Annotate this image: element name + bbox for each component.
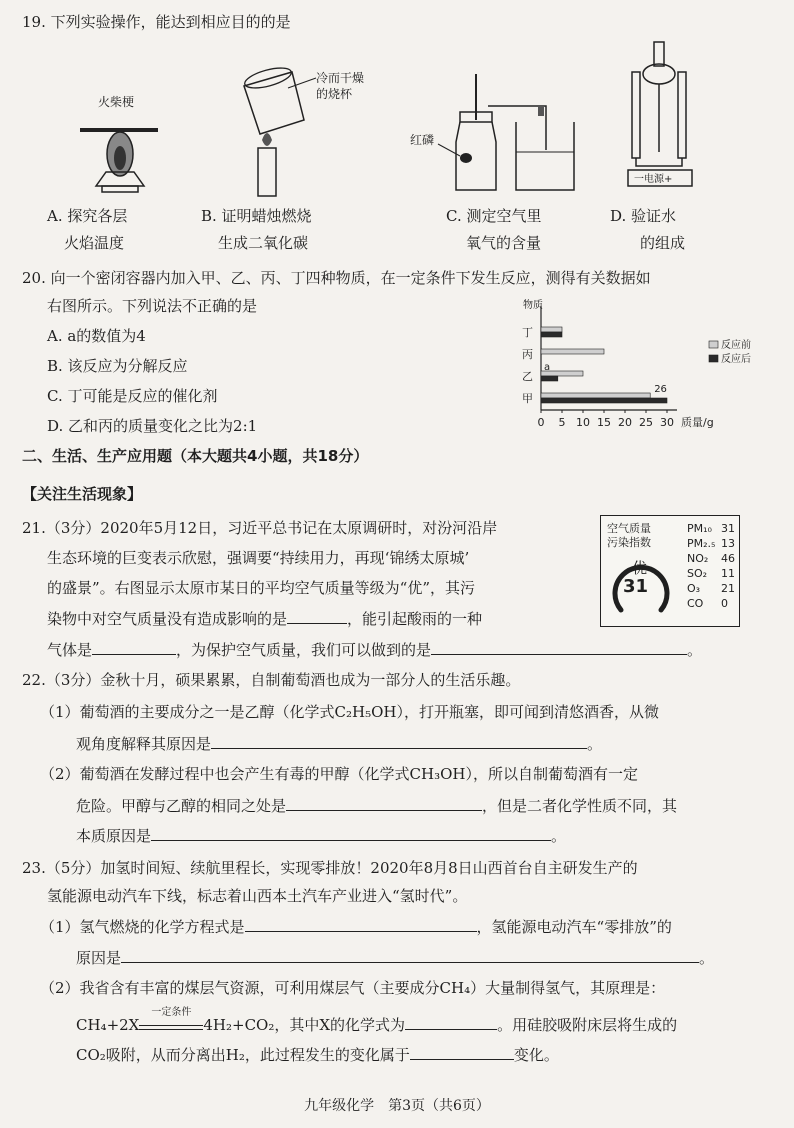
q21-line5-text-a: 气体是 xyxy=(47,641,93,659)
category-label: 丙 xyxy=(522,348,533,361)
aq-title-2: 污染指数 xyxy=(607,536,651,549)
aq-pollutant-value: 13 xyxy=(721,537,735,550)
aq-grade: 优 xyxy=(632,559,648,577)
q23-p1-line2 xyxy=(76,947,714,968)
label-phosphorus: 红磷 xyxy=(410,133,435,147)
aq-pollutant-name: CO xyxy=(687,597,704,610)
q23-p2-text-c: CO₂吸附，从而分离出H₂，此过程发生的变化属于 xyxy=(76,1046,410,1064)
q22-p1-text: 观角度解释其原因是 xyxy=(76,735,212,753)
q21-line3: 的盛景”。右图显示太原市某日的平均空气质量等级为“优”，其污 xyxy=(47,579,476,597)
q19-stem: 19. 下列实验操作，能达到相应目的的是 xyxy=(22,13,291,31)
category-label: 乙 xyxy=(522,370,533,383)
x-tick-label: 5 xyxy=(558,416,566,429)
aq-pollutant-name: PM₂.₅ xyxy=(687,537,716,550)
aq-pollutant-name: PM₁₀ xyxy=(687,522,712,535)
q21-blank-2[interactable] xyxy=(92,639,176,655)
q22-line1: 22.（3分）金秋十月，硕果累累，自制葡萄酒也成为一部分人的生活乐趣。 xyxy=(22,671,521,689)
bar xyxy=(541,376,558,381)
q22-blank-3[interactable] xyxy=(151,825,551,841)
q23-p1-text-c: 原因是 xyxy=(76,949,122,967)
equation-tail: 。用硅胶吸附床层将生成的 xyxy=(497,1016,678,1034)
aq-pollutant-name: NO₂ xyxy=(687,552,709,565)
aq-pollutant-value: 21 xyxy=(721,582,735,595)
q21-blank-3[interactable] xyxy=(431,639,687,655)
aq-pollutant-value: 11 xyxy=(721,567,735,580)
figure-a-flame-match xyxy=(78,88,188,198)
category-label: 甲 xyxy=(522,392,533,405)
q20-option-c: C. 丁可能是反应的催化剂 xyxy=(47,387,218,405)
air-quality-panel xyxy=(600,515,740,627)
bar xyxy=(541,327,562,332)
section2-tag: 【关注生活现象】 xyxy=(22,485,143,503)
bar xyxy=(541,349,604,354)
q23-blank-3[interactable] xyxy=(405,1014,497,1030)
figure-c-phosphorus-apparatus xyxy=(398,72,578,196)
q20-stem-line2: 右图所示。下列说法不正确的是 xyxy=(47,297,258,315)
q22-p2-text-a: 危险。甲醇与乙醇的相同之处是 xyxy=(76,797,287,815)
q22-p2-text-b: ，但是二者化学性质不同，其 xyxy=(482,797,678,815)
q22-p1-line2 xyxy=(76,733,602,754)
q21-line4-text-b: ，能引起酸雨的一种 xyxy=(347,610,483,628)
x-tick-label: 20 xyxy=(618,416,632,429)
q22-p2-line2 xyxy=(76,795,677,816)
aq-value: 31 xyxy=(623,576,649,597)
page-footer: 九年级化学 第3页（共6页） xyxy=(304,1098,490,1114)
q22-blank-2[interactable] xyxy=(286,795,482,811)
x-tick-label: 15 xyxy=(597,416,611,429)
legend-swatch xyxy=(709,355,718,362)
q23-blank-2[interactable] xyxy=(121,947,699,963)
aq-pollutant-name: O₃ xyxy=(687,582,701,595)
x-tick-label: 30 xyxy=(660,416,674,429)
bar xyxy=(541,398,667,403)
q21-line5-text-b: ，为保护空气质量，我们可以做到的是 xyxy=(176,641,432,659)
category-label: 丁 xyxy=(522,326,533,339)
q22-p1-end: 。 xyxy=(587,735,603,753)
q20-option-d: D. 乙和丙的质量变化之比为2:1 xyxy=(47,417,258,435)
legend-swatch xyxy=(709,341,718,348)
q21-blank-1[interactable] xyxy=(287,608,347,624)
q23-p2-line3 xyxy=(76,1044,559,1065)
q22-p2-line3 xyxy=(76,825,566,846)
x-tick-label: 0 xyxy=(537,416,545,429)
figure-b-candle-beaker xyxy=(232,48,392,198)
label-beaker: 冷而干燥 xyxy=(316,71,365,85)
q23-p1-end: 。 xyxy=(699,949,715,967)
q19-option-c-1: C. 测定空气里 xyxy=(446,207,542,225)
equation-condition: 一定条件 xyxy=(151,1007,192,1018)
q19-option-a-1: A. 探究各层 xyxy=(47,207,128,225)
aq-title-1: 空气质量 xyxy=(607,522,651,535)
q21-line2: 生态环境的巨变表示欣慰，强调要“持续用力，再现‘锦绣太原城’ xyxy=(47,549,470,567)
legend-label: 反应前 xyxy=(721,340,751,351)
q22-p2-text-c: 本质原因是 xyxy=(76,827,152,845)
aq-pollutant-value: 46 xyxy=(721,552,735,565)
label-power: 一电源+ xyxy=(634,174,673,185)
q19-option-a-2: 火焰温度 xyxy=(64,234,125,252)
q21-line5 xyxy=(47,639,702,660)
legend-label: 反应后 xyxy=(721,354,751,365)
bar-annotation: a xyxy=(544,362,551,373)
bar xyxy=(541,393,650,398)
q21-line4 xyxy=(47,608,482,629)
q21-line5-text-c: 。 xyxy=(687,641,703,659)
bar-annotation: 26 xyxy=(654,384,667,395)
q22-p1-line1: （1）葡萄酒的主要成分之一是乙醇（化学式C₂H₅OH），打开瓶塞，即可闻到清悠酒香，从微 xyxy=(40,703,660,721)
q20-stem-line1: 20. 向一个密闭容器内加入甲、乙、丙、丁四种物质，在一定条件下发生反应，测得有关数据如 xyxy=(22,269,651,287)
q21-line4-text-a: 染物中对空气质量没有造成影响的是 xyxy=(47,610,288,628)
q19-option-c-2: 氧气的含量 xyxy=(466,234,542,252)
aq-pollutant-name: SO₂ xyxy=(687,567,708,580)
q23-equation xyxy=(76,1007,678,1035)
q19-option-b-2: 生成二氧化碳 xyxy=(218,234,309,252)
label-beaker-2: 的烧杯 xyxy=(316,87,353,101)
q19-option-d-1: D. 验证水 xyxy=(610,207,677,225)
q23-p1-line1 xyxy=(40,916,672,937)
bar xyxy=(541,332,562,337)
q21-line1: 21.（3分）2020年5月12日，习近平总书记在太原调研时，对汾河沿岸 xyxy=(22,519,498,537)
equation-reactants: CH₄+2X xyxy=(76,1016,140,1034)
equation-arrow xyxy=(139,1007,203,1030)
q23-p2-line1: （2）我省含有丰富的煤层气资源，可利用煤层气（主要成分CH₄）大量制得氢气，其原理是： xyxy=(40,979,666,997)
q23-line1: 23.（5分）加氢时间短、续航里程长，实现零排放！2020年8月8日山西首台自主研发生产的 xyxy=(22,859,638,877)
q23-blank-1[interactable] xyxy=(245,916,477,932)
mass-bar-chart xyxy=(505,298,780,443)
q22-blank-1[interactable] xyxy=(211,733,587,749)
q20-option-a: A. a的数值为4 xyxy=(47,327,146,345)
q19-option-b-1: B. 证明蜡烛燃烧 xyxy=(201,207,312,225)
x-tick-label: 10 xyxy=(576,416,590,429)
q23-blank-4[interactable] xyxy=(410,1044,514,1060)
q20-option-b: B. 该反应为分解反应 xyxy=(47,357,188,375)
q19-option-d-2: 的组成 xyxy=(640,234,686,252)
equation-products: 4H₂+CO₂，其中X的化学式为 xyxy=(203,1016,406,1034)
aq-pollutant-value: 0 xyxy=(721,597,728,610)
q23-p1-text-a: （1）氢气燃烧的化学方程式是 xyxy=(40,918,245,936)
q23-p2-end: 变化。 xyxy=(513,1046,559,1064)
q23-line2: 氢能源电动汽车下线，标志着山西本土汽车产业进入“氢时代”。 xyxy=(47,887,468,905)
q22-p2-end: 。 xyxy=(551,827,567,845)
y-axis-label: 物质 xyxy=(523,300,543,311)
section2-heading: 二、生活、生产应用题（本大题共4小题，共18分） xyxy=(22,447,369,465)
q23-p1-text-b: ，氢能源电动汽车“零排放”的 xyxy=(476,918,672,936)
figure-d-electrolysis xyxy=(620,42,700,194)
q22-p2-line1: （2）葡萄酒在发酵过程中也会产生有毒的甲醇（化学式CH₃OH），所以自制葡萄酒有一定 xyxy=(40,765,638,783)
label-match: 火柴梗 xyxy=(98,95,135,109)
x-tick-label: 25 xyxy=(639,416,653,429)
x-axis-label: 质量/g xyxy=(681,416,714,429)
aq-pollutant-value: 31 xyxy=(721,522,735,535)
